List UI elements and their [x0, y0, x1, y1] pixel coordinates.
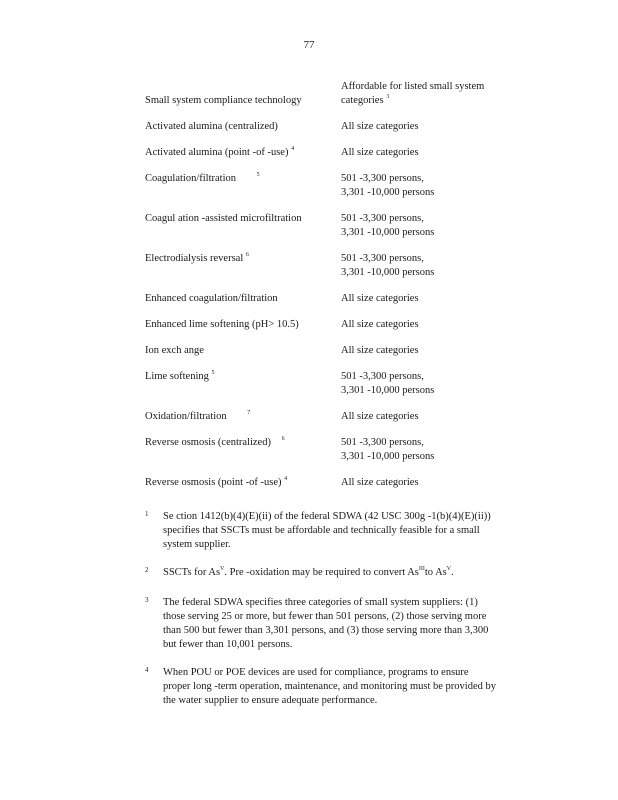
footnote-mark: 1: [145, 510, 149, 518]
technology-name: Coagul ation -assisted microfiltration: [145, 213, 302, 224]
technology-cell: [145, 410, 335, 424]
footnote-segment: to As: [424, 567, 447, 578]
technology-name: Activated alumina (point -of -use): [145, 147, 289, 158]
footnote-line: the water supplier to ensure adequate performance.: [163, 695, 378, 706]
footnote-text: [163, 666, 543, 708]
technology-name: Ion exch ange: [145, 345, 204, 356]
category-line: 3,301 -10,000 persons: [341, 267, 435, 278]
category-line: All size categories: [341, 345, 419, 356]
footnote-segment: .: [451, 567, 454, 578]
footnote-ref: 7: [247, 410, 251, 416]
footnote-line: than 500 but fewer than 3,301 persons, and (3) those serving more than 3,300: [163, 625, 489, 636]
technology-name: Enhanced coagulation/filtration: [145, 293, 278, 304]
footnote-line: [163, 566, 543, 580]
technology-cell: [145, 344, 335, 358]
technology-cell: [145, 318, 335, 332]
category-cell: [341, 410, 541, 424]
category-line: 3,301 -10,000 persons: [341, 385, 435, 396]
category-line: All size categories: [341, 411, 419, 422]
technology-name: Activated alumina (centralized): [145, 121, 278, 132]
category-line: 501 -3,300 persons,: [341, 213, 424, 224]
technology-cell: [145, 292, 335, 306]
footnote-line: proper long -term operation, maintenance, and monitoring must be provided by: [163, 681, 496, 692]
category-cell: [341, 344, 541, 358]
footnote-ref: 6: [281, 436, 285, 442]
category-line: 3,301 -10,000 persons: [341, 451, 435, 462]
technology-cell: [145, 212, 335, 226]
technology-name: Reverse osmosis (point -of -use): [145, 477, 282, 488]
footnote-line: system supplier.: [163, 539, 231, 550]
category-line: 501 -3,300 persons,: [341, 173, 424, 184]
technology-cell: [145, 172, 335, 186]
footnote-line: The federal SDWA specifies three categories of small system suppliers: (1): [163, 597, 478, 608]
technology-name: Reverse osmosis (centralized): [145, 437, 271, 448]
technology-cell: [145, 370, 335, 384]
footnote-ref: 5: [211, 370, 215, 376]
category-cell: [341, 120, 541, 134]
category-line: All size categories: [341, 121, 419, 132]
footnote-mark: 2: [145, 566, 149, 574]
category-cell: [341, 146, 541, 160]
footnote-ref: 6: [245, 252, 249, 258]
table-header: [145, 80, 545, 108]
category-line: 501 -3,300 persons,: [341, 253, 424, 264]
category-line: All size categories: [341, 477, 419, 488]
footnote-segment: SSCTs for As: [163, 567, 221, 578]
footnote-line: those serving 25 or more, but fewer than 501 persons, (2) those serving more: [163, 611, 487, 622]
footnote-text: [163, 566, 543, 580]
category-line: 3,301 -10,000 persons: [341, 227, 435, 238]
superscript: V: [220, 566, 225, 572]
footnote-ref: 4: [284, 476, 288, 482]
footnote-mark: 3: [145, 596, 149, 604]
category-cell: [341, 370, 541, 398]
footnote-line: When POU or POE devices are used for compliance, programs to ensure: [163, 667, 469, 678]
footnote-mark: 4: [145, 666, 149, 674]
footnote-ref: 5: [256, 172, 260, 178]
category-cell: [341, 172, 541, 200]
technology-name: Oxidation/filtration: [145, 411, 227, 422]
category-cell: [341, 318, 541, 332]
category-cell: [341, 292, 541, 306]
header-technology: Small system compliance technology: [145, 95, 302, 106]
footnote-line: specifies that SSCTs must be affordable and technically feasible for a small: [163, 525, 480, 536]
superscript: III: [418, 566, 425, 572]
category-line: All size categories: [341, 293, 419, 304]
footnote-line: but fewer than 10,001 persons.: [163, 639, 293, 650]
technology-cell: [145, 252, 335, 266]
category-cell: [341, 212, 541, 240]
category-line: All size categories: [341, 147, 419, 158]
footnote-ref: 4: [291, 146, 295, 152]
technology-name: Lime softening: [145, 371, 209, 382]
header-categories-line2: [341, 94, 521, 108]
header-categories: [341, 80, 521, 108]
header-categories-text: categories: [341, 95, 384, 106]
footnote-ref: 3: [386, 94, 390, 100]
technology-cell: [145, 146, 335, 160]
category-line: 501 -3,300 persons,: [341, 437, 424, 448]
page-number: 77: [303, 39, 315, 51]
category-cell: [341, 252, 541, 280]
category-line: 3,301 -10,000 persons: [341, 187, 435, 198]
footnote-line: Se ction 1412(b)(4)(E)(ii) of the federal SDWA (42 USC 300g -1(b)(4)(E)(ii)): [163, 511, 491, 522]
category-cell: [341, 476, 541, 490]
header-categories-line1: Affordable for listed small system: [341, 81, 485, 92]
technology-cell: [145, 476, 335, 490]
technology-name: Enhanced lime softening (pH> 10.5): [145, 319, 299, 330]
superscript: V: [446, 566, 452, 572]
category-cell: [341, 436, 541, 464]
technology-cell: [145, 120, 335, 134]
footnote-segment: . Pre -oxidation may be required to convert As: [224, 567, 419, 578]
technology-cell: [145, 436, 335, 450]
technology-name: Coagulation/filtration: [145, 173, 236, 184]
footnote-text: [163, 596, 543, 652]
technology-name: Electrodialysis reversal: [145, 253, 244, 264]
category-line: 501 -3,300 persons,: [341, 371, 424, 382]
category-line: All size categories: [341, 319, 419, 330]
footnote-text: [163, 510, 543, 552]
